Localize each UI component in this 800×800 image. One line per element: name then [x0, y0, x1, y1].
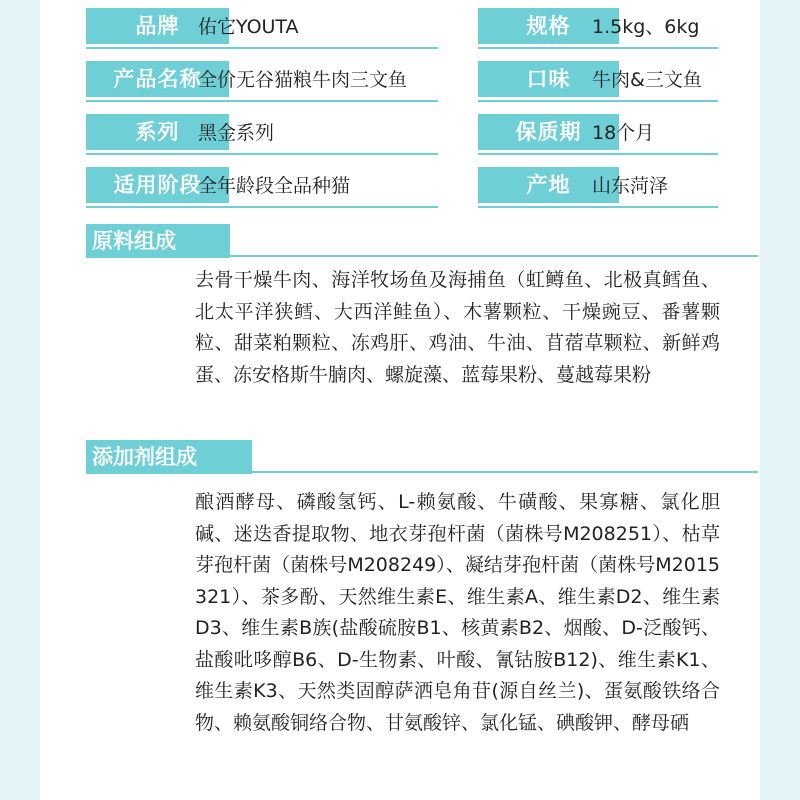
spec-row-brand [40, 8, 760, 48]
ingredients-text: 去骨干燥牛肉、海洋牧场鱼及海捕鱼（虹鳟鱼、北极真鳕鱼、北太平洋狭鳕、大西洋鲑鱼）、木薯颗粒、干燥豌豆、番薯颗粒、甜菜粕颗粒、冻鸡肝、鸡油、牛油、苜蓿草颗粒、新鲜鸡蛋、冻安格斯牛腩肉、螺旋藻、蓝莓果粉、蔓越莓果粉 [195, 269, 720, 386]
additives-heading: 添加剂组成 [86, 440, 252, 474]
additives-text: 酿酒酵母、磷酸氢钙、L-赖氨酸、牛磺酸、果寡糖、氯化胆碱、迷迭香提取物、地衣芽孢杆菌（菌株号M208251）、枯草芽孢杆菌（菌株号M208249）、凝结芽孢杆菌（菌株号M2015321）、茶多酚、天然维生素E、维生素A、维生素D2、维生素D3、维生素B族(盐酸硫胺B1、核黄素B2、烟酸、D-泛酸钙、盐酸吡哆醇B6、D-生物素、叶酸、氰钴胺B12)、维生素K1、维生素K3、天然类固醇萨洒皂角苷(源自丝兰)、蛋氨酸铁络合物、赖氨酸铜络合物、甘氨酸锌、氯化锰、碘酸钾、酵母硒 [195, 491, 720, 734]
divider [478, 206, 718, 208]
spec-value: 1.5kg、6kg [592, 16, 700, 38]
divider [478, 100, 718, 102]
ingredients-heading: 原料组成 [86, 224, 230, 258]
product-info-page [40, 0, 760, 800]
divider [478, 47, 718, 49]
flavor-label: 口味 [478, 61, 619, 97]
shelf-life-label: 保质期 [478, 114, 619, 150]
divider [86, 153, 438, 155]
origin-label: 产地 [478, 167, 619, 203]
series-label: 系列 [86, 114, 229, 150]
product-name-value: 全价无谷猫粮牛肉三文鱼 [198, 69, 408, 91]
section-divider [86, 255, 758, 257]
divider [86, 206, 438, 208]
divider [86, 47, 438, 49]
spec-row-series [40, 114, 760, 154]
divider [478, 153, 718, 155]
origin-value: 山东菏泽 [592, 175, 669, 197]
stage-value: 全年龄段全品种猫 [198, 175, 351, 197]
series-value: 黑金系列 [198, 122, 275, 144]
shelf-life-value: 18个月 [592, 122, 655, 144]
brand-label: 品牌 [86, 8, 229, 44]
product-name-label: 产品名称 [86, 61, 229, 97]
stage-label: 适用阶段 [86, 167, 229, 203]
divider [86, 100, 438, 102]
spec-row-stage [40, 167, 760, 207]
spec-label: 规格 [478, 8, 619, 44]
section-divider [86, 471, 758, 473]
spec-row-name [40, 61, 760, 101]
flavor-value: 牛肉&三文鱼 [592, 69, 702, 91]
brand-value: 佑它YOUTA [198, 16, 299, 38]
